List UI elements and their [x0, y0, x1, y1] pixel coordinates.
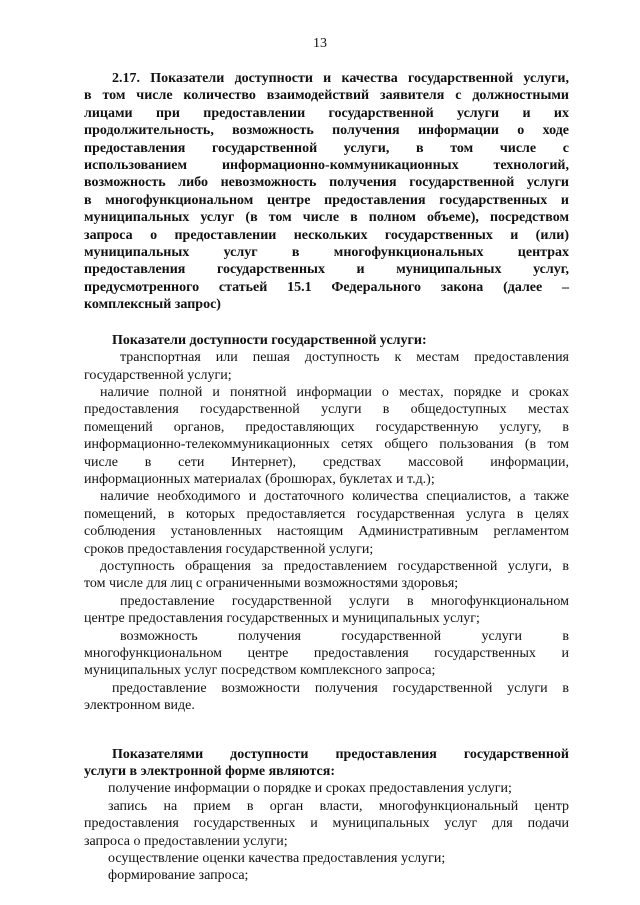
- item-line: осуществление оценки качества предоставления услуги;: [108, 851, 446, 867]
- accessibility-heading: Показатели доступности государственной услуги:: [112, 332, 427, 348]
- section-line: предусмотренного статьей 15.1 Федерального закона (далее –: [84, 279, 569, 295]
- item-line: числе в сети Интернет), средствах массовой информации,: [84, 454, 569, 470]
- item-line: том числе для лиц с ограниченными возможностями здоровья;: [84, 576, 459, 592]
- section-line: предоставления государственной услуги, в том числе с: [84, 140, 569, 156]
- electronic-list: [84, 780, 569, 884]
- section-line: муниципальных услуг в многофункциональных центрах: [84, 245, 569, 261]
- list-item: [84, 628, 569, 680]
- list-item: [84, 558, 569, 593]
- item-line: информационных материалах (брошюрах, буклетах и т.д.);: [84, 471, 435, 487]
- item-line: доступность обращения за предоставлением государственной услуги, в: [100, 558, 569, 574]
- item-line: возможность получения государственной услуги в: [120, 628, 569, 644]
- section-line: комплексный запрос): [84, 297, 221, 313]
- page-number: 13: [313, 36, 327, 51]
- item-line: помещений, в которых предоставляется государственная услуга в целях: [84, 506, 569, 522]
- section-line: использованием информационно-коммуникационных технологий,: [84, 158, 569, 174]
- item-line: предоставление государственной услуги в многофункциональном: [120, 593, 569, 609]
- item-line: предоставления государственной услуги в общедоступных местах: [84, 402, 569, 418]
- document-body: [84, 70, 569, 885]
- electronic-heading: [84, 746, 569, 781]
- item-line: предоставление возможности получения государственной услуги в: [112, 680, 569, 696]
- item-line: получение информации о порядке и сроках предоставления услуги;: [108, 781, 512, 797]
- item-line: помещений органов, предоставляющих государственную услугу, в: [84, 419, 569, 435]
- list-item: [84, 488, 569, 558]
- item-line: предоставления государственных и муниципальных услуг для подачи: [84, 816, 569, 832]
- list-item: [84, 349, 569, 384]
- section-line: лицами при предоставлении государственной услуги и их: [84, 105, 569, 121]
- item-line: центре предоставления государственных и муниципальных услуг;: [84, 611, 480, 627]
- item-line: формирование запроса;: [108, 868, 249, 884]
- section-line: в многофункциональном центре предоставления государственных и: [84, 192, 569, 208]
- list-item: [84, 798, 569, 850]
- item-line: государственной услуги;: [84, 367, 232, 383]
- list-item: [84, 780, 569, 797]
- item-line: транспортная или пешая доступность к местам предоставления: [120, 350, 569, 366]
- section-line: 2.17. Показатели доступности и качества государственной услуги,: [112, 71, 569, 86]
- list-item: [84, 867, 569, 884]
- list-item: [84, 850, 569, 867]
- section-line: возможность либо невозможность получения государственной услуги: [84, 175, 569, 191]
- item-line: многофункциональном центре предоставления государственных и: [84, 646, 569, 661]
- section-line: запроса о предоставлении нескольких государственных и (или): [84, 227, 569, 243]
- list-item: [84, 680, 569, 715]
- item-line: наличие необходимого и достаточного количества специалистов, а также: [100, 489, 569, 505]
- section-line: в том числе количество взаимодействий заявителя с должностными: [84, 88, 569, 104]
- heading-line: Показателями доступности предоставления государственной: [112, 746, 569, 762]
- item-line: запроса о предоставлении услуги;: [84, 833, 288, 849]
- item-line: муниципальных услуг посредством комплексного запроса;: [84, 663, 436, 679]
- section-line: предоставления государственных и муниципальных услуг,: [84, 262, 569, 278]
- list-item: [84, 593, 569, 628]
- item-line: запись на прием в орган власти, многофункциональный центр: [108, 798, 569, 814]
- section-2-17: [84, 70, 569, 314]
- list-item: [84, 384, 569, 488]
- item-line: сроков предоставления государственной услуги;: [84, 541, 374, 557]
- accessibility-list: [84, 349, 569, 715]
- item-line: электронном виде.: [84, 698, 195, 714]
- item-line: информационно-телекоммуникационных сетях общего пользования (в том: [84, 437, 569, 453]
- item-line: наличие полной и понятной информации о местах, порядке и сроках: [100, 384, 569, 400]
- section-line: продолжительность, возможность получения информации о ходе: [84, 123, 569, 139]
- item-line: соблюдения установленных настоящим Административным регламентом: [84, 524, 569, 540]
- heading-line: услуги в электронной форме являются:: [84, 764, 335, 780]
- section-line: муниципальных услуг (в том числе в полном объеме), посредством: [84, 210, 569, 226]
